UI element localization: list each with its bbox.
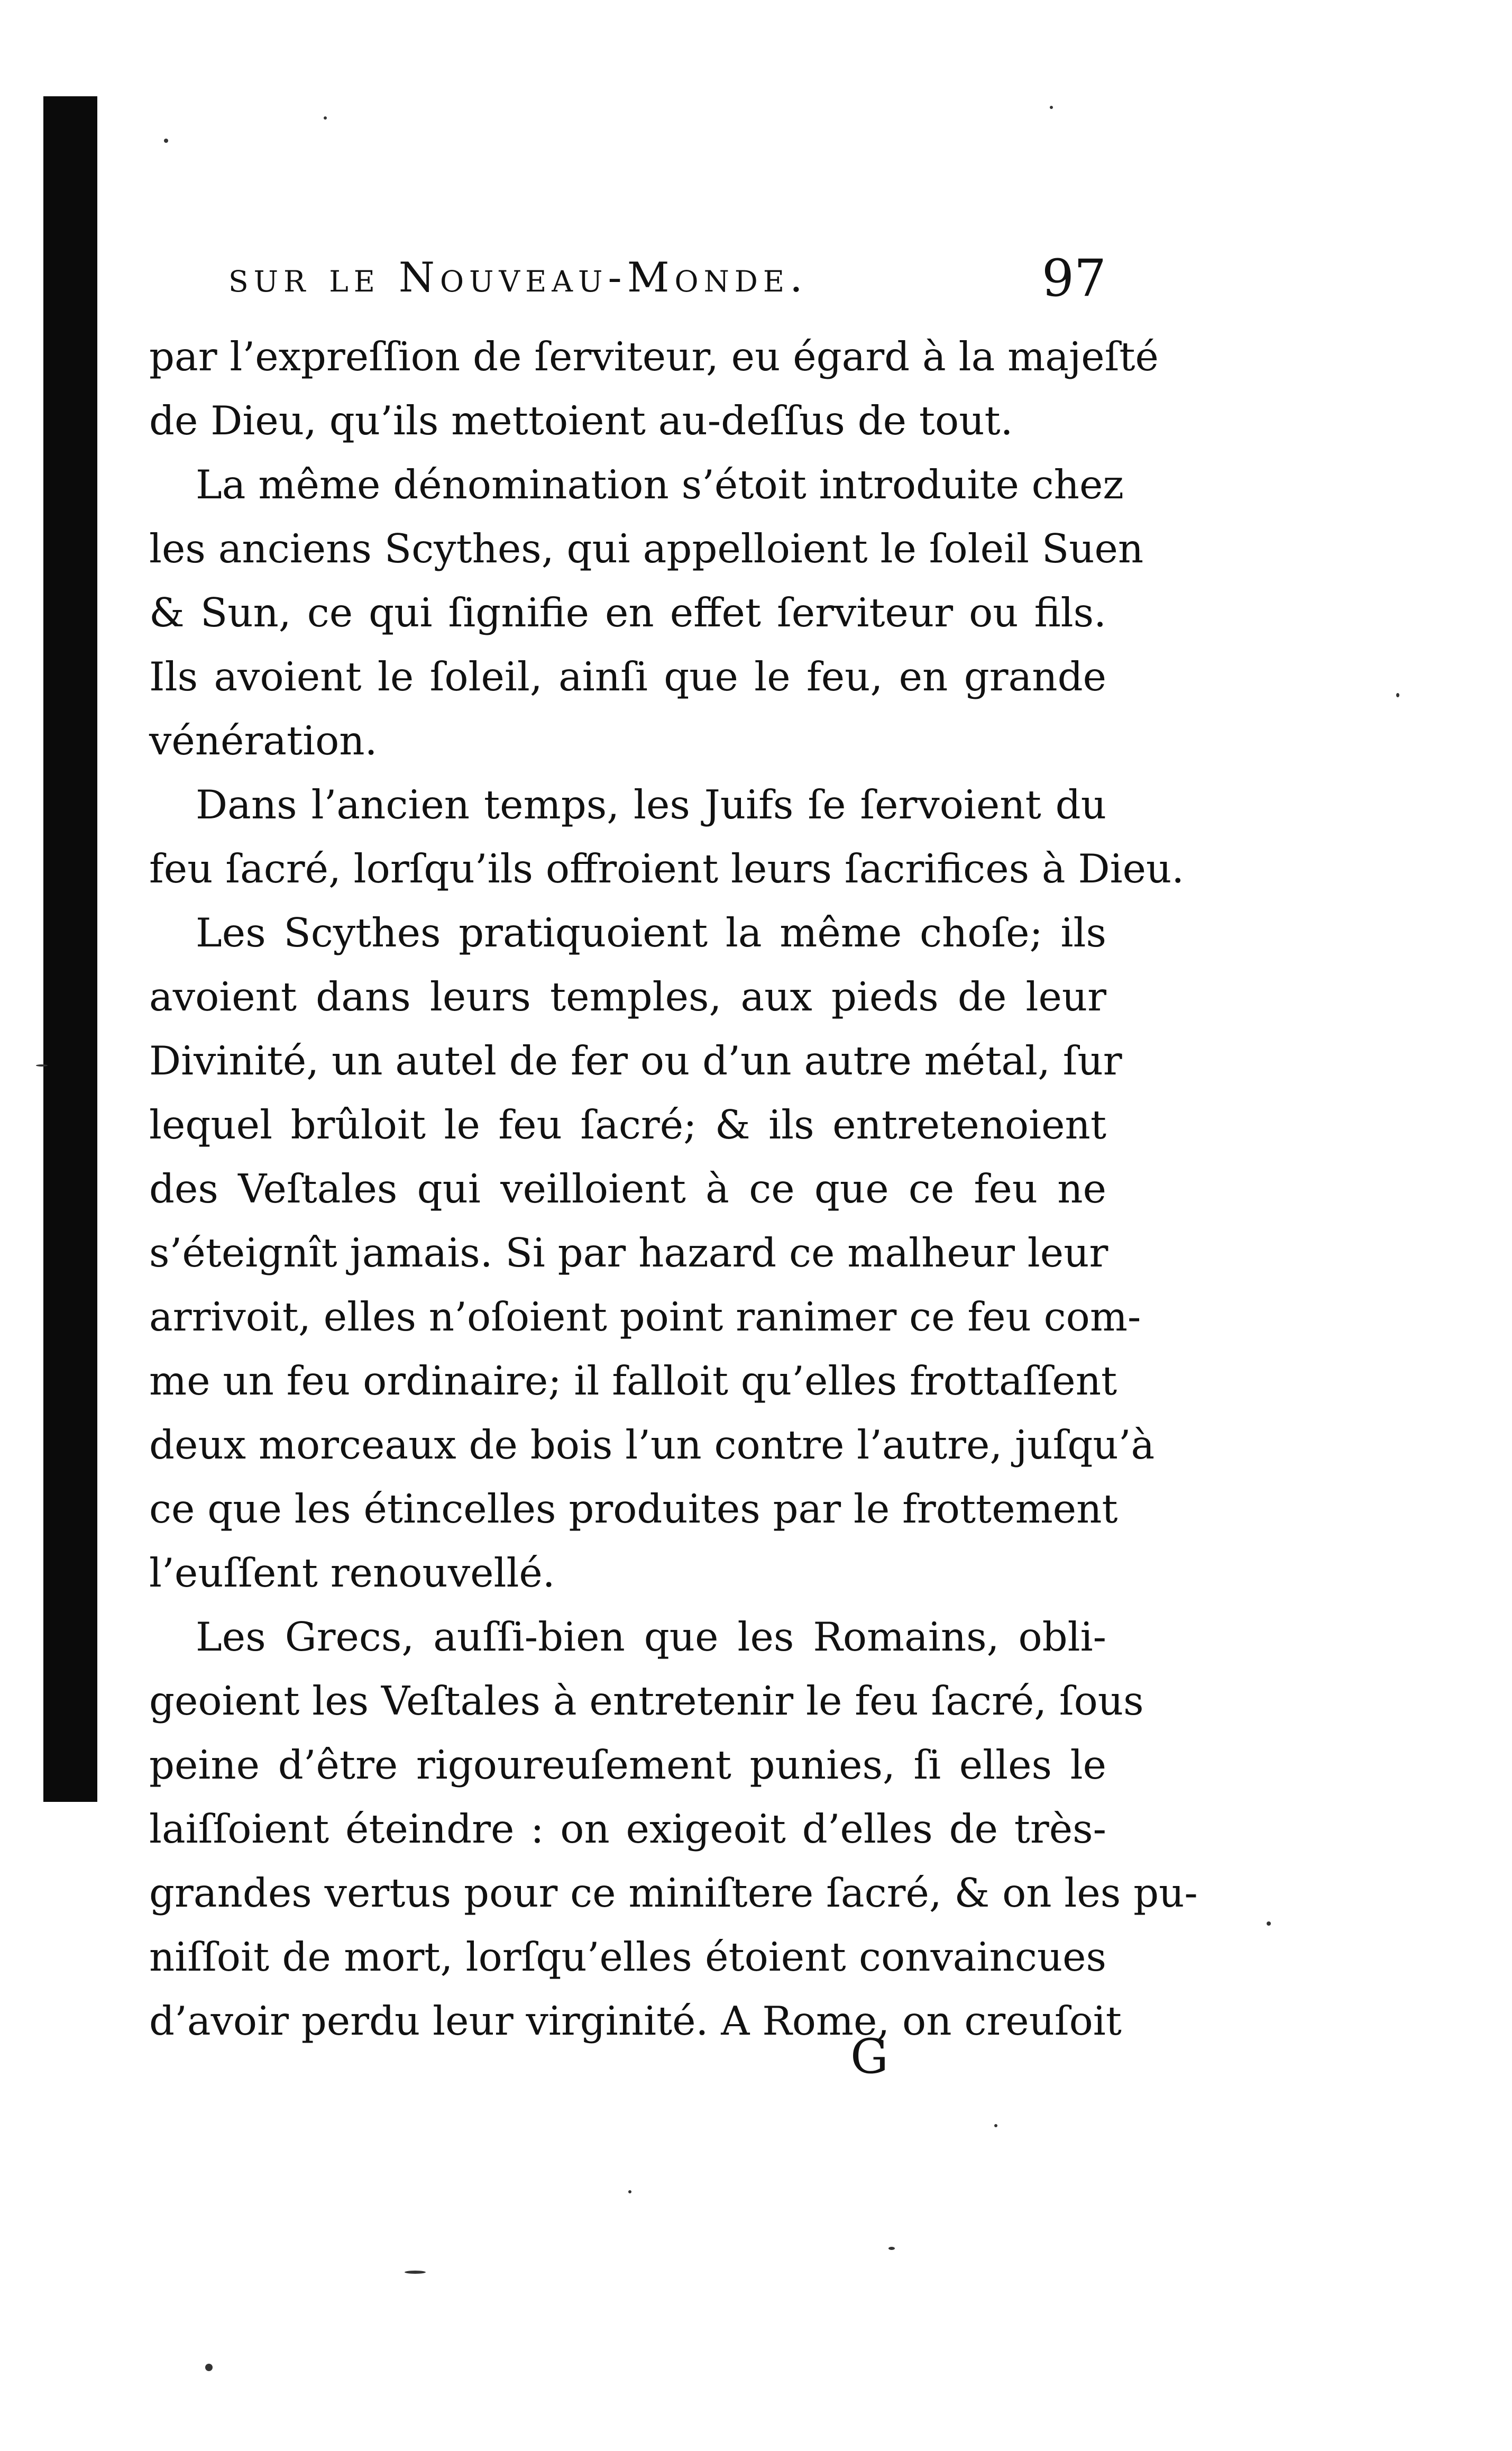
text-line: des Veſtales qui veilloient à ce que ce feu ne [149,1165,1106,1212]
text-line: vénération. [149,717,378,764]
text-line: Les Scythes pratiquoient la même choſe; ils [196,909,1106,956]
text-line: Les Grecs, auſſi-bien que les Romains, obli- [196,1614,1106,1660]
text-line: les anciens Scythes, qui appelloient le ſoleil Suen [149,525,1144,572]
book-page [149,249,1198,2053]
text-line: geoient les Veſtales à entretenir le feu ſacré, ſous [149,1678,1144,1724]
page-number: 97 [1041,249,1106,308]
paper-speck [205,2364,213,2371]
text-line: Ils avoient le ſoleil, ainſi que le feu, en grande [149,653,1106,700]
paper-speck [164,139,168,143]
paper-speck [994,2124,997,2127]
text-line: grandes vertus pour ce miniſtere ſacré, & on les pu- [149,1870,1198,1916]
text-line: l’euſſent renouvellé. [149,1550,555,1596]
text-line: laiſſoient éteindre : on exigeoit d’elles de très- [149,1806,1106,1852]
paper-speck [628,2190,631,2193]
text-line: me un feu ordinaire; il falloit qu’elles frottaſſent [149,1357,1117,1404]
text-line: feu ſacré, lorſqu’ils offroient leurs ſacrifices à Dieu. [149,845,1185,892]
running-head-title: sur le Nouveau-Monde. [228,254,808,302]
signature-mark: G [850,2029,888,2084]
binding-edge-shadow [43,96,97,1802]
text-line: de Dieu, qu’ils mettoient au-deſſus de tout. [149,397,1013,444]
body-text [149,325,1198,2053]
text-line: ce que les étincelles produites par le frottement [149,1486,1118,1532]
running-head [149,249,1106,312]
paper-speck [1050,106,1053,109]
text-line: niſſoit de mort, lorſqu’elles étoient convaincues [149,1934,1106,1980]
text-line: & Sun, ce qui ſignifie en effet ſerviteur ou fils. [149,589,1106,636]
paper-speck [405,2271,426,2274]
paper-speck [1267,1921,1271,1926]
text-line: Dans l’ancien temps, les Juifs ſe ſervoient du [196,781,1106,828]
text-line: lequel brûloit le feu ſacré; & ils entretenoient [149,1101,1106,1148]
text-line: avoient dans leurs temples, aux pieds de leur [149,973,1106,1020]
text-line: s’éteignît jamais. Si par hazard ce malheur leur [149,1229,1108,1276]
text-line: par l’expreſſion de ſerviteur, eu égard à la majeſté [149,333,1159,380]
text-line: arrivoit, elles n’oſoient point ranimer ce feu com- [149,1293,1141,1340]
paper-speck [324,116,327,120]
paper-speck [888,2247,895,2250]
text-line: peine d’être rigoureuſement punies, ſi elles le [149,1742,1106,1788]
paper-speck [36,1064,48,1067]
text-line: Divinité, un autel de fer ou d’un autre métal, ſur [149,1037,1122,1084]
text-line: La même dénomination s’étoit introduite chez [196,461,1124,508]
paper-speck [1396,693,1399,697]
text-line: d’avoir perdu leur virginité. A Rome, on creuſoit [149,1998,1122,2044]
text-line: deux morceaux de bois l’un contre l’autre, juſqu’à [149,1422,1155,1468]
